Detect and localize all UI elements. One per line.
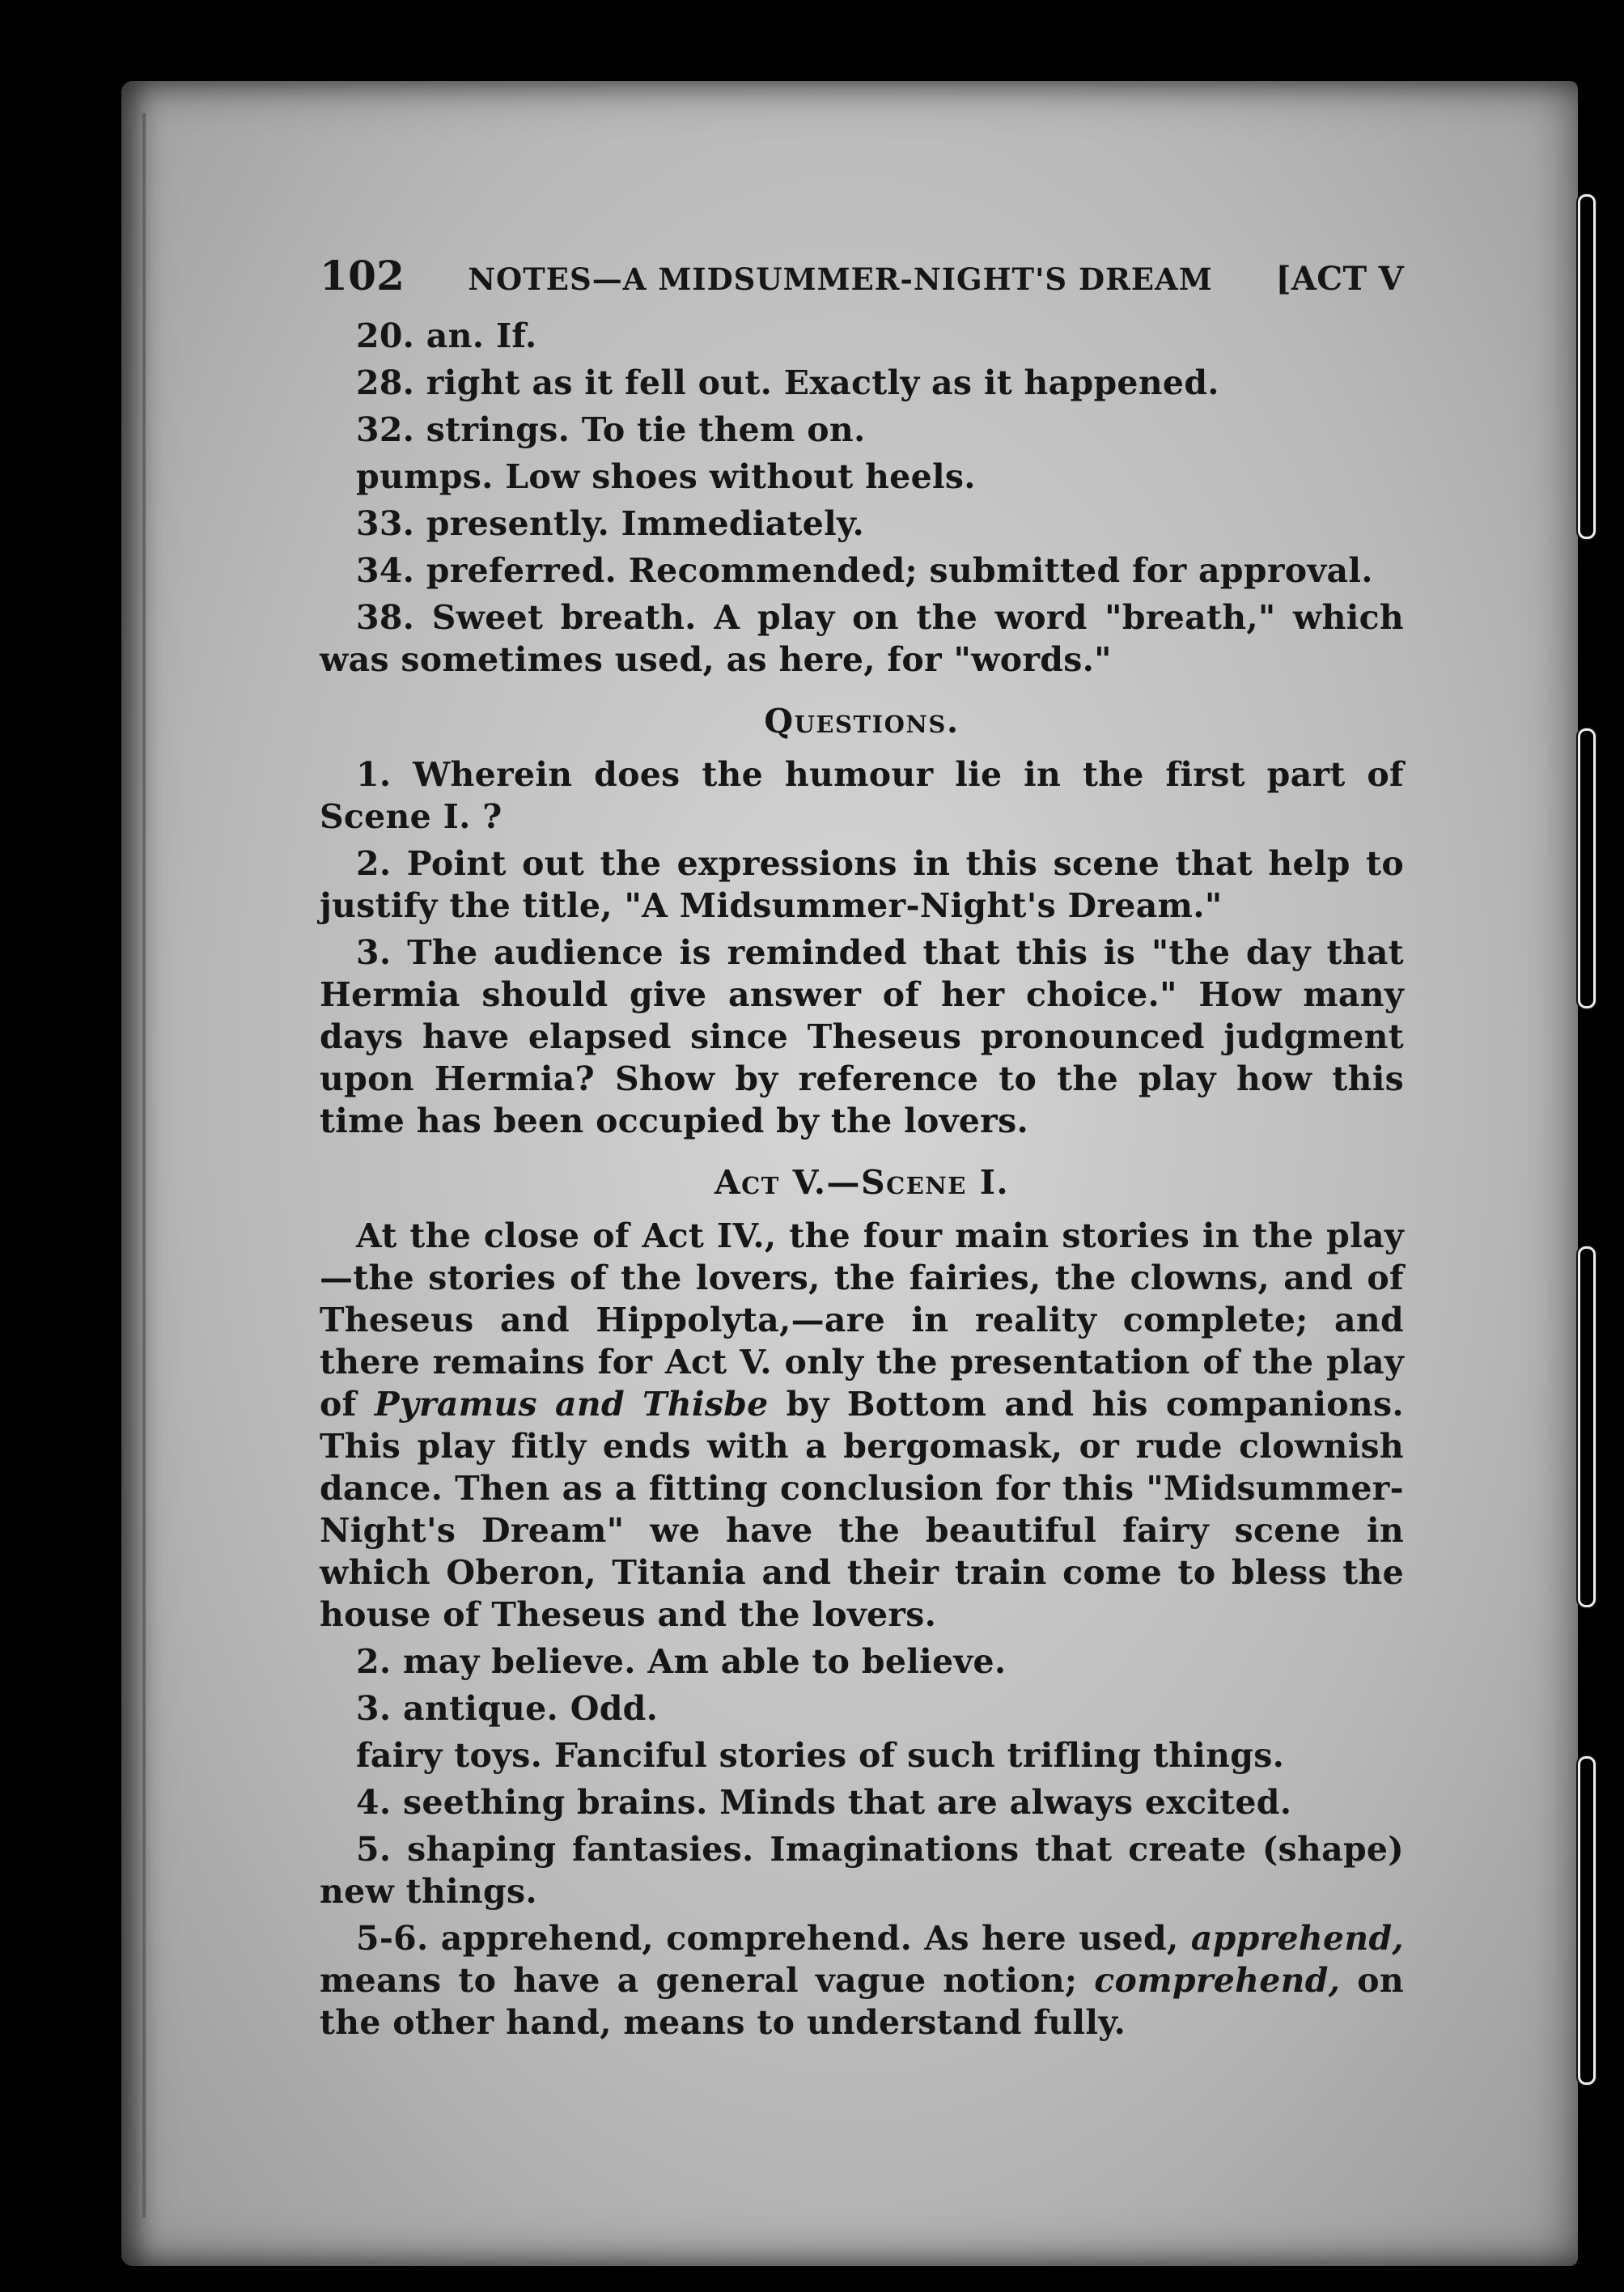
note: 2. may believe. Am able to believe. <box>356 1642 1007 1681</box>
page-number: 102 <box>320 252 405 299</box>
act-label: [ACT V <box>1275 260 1404 298</box>
note: 33. presently. Immediately. <box>356 504 865 543</box>
note: 32. strings. To tie them on. <box>356 410 866 449</box>
act-scene-heading: Act V.—Scene I. <box>714 1163 1010 1202</box>
act-intro-paragraph: At the close of Act IV., the four main stories in the play—the stories of the lovers, the fairies, the clowns, and of Theseus and Hippolyta,—are in reality complete; and there remains for Act V. only the presentation of the play of Pyramus and Thisbe by Bottom and his companions. This play fitly ends with a bergomask, or rude clownish dance. Then as a fitting conclusion for this "Midsummer-Night's Dream" we have the beautiful fairy scene in which Oberon, Titania and their train come to bless the house of Theseus and the lovers. <box>320 1216 1404 1634</box>
question-item: 1. Wherein does the humour lie in the first part of Scene I. ? <box>320 755 1404 836</box>
binding-mark <box>1578 194 1596 539</box>
question-item: 3. The audience is reminded that this is "the day that Hermia should give answer of her choice." How many days have elapsed since Theseus pronounced judgment upon Hermia? Show by reference to the play how this time has been occupied by the lovers. <box>320 933 1404 1140</box>
note: fairy toys. Fanciful stories of such trifling things. <box>356 1736 1285 1775</box>
note: 34. preferred. Recommended; submitted for approval. <box>356 551 1373 590</box>
question-item: 2. Point out the expressions in this scene that help to justify the title, "A Midsummer-Night's Dream." <box>320 844 1404 925</box>
note: pumps. Low shoes without heels. <box>356 457 976 496</box>
note: 5-6. apprehend, comprehend. As here used, apprehend, means to have a general vague notion; comprehend, on the other hand, means to understand fully. <box>320 1919 1404 2042</box>
note: 38. Sweet breath. A play on the word "breath," which was sometimes used, as here, for "words." <box>320 598 1404 679</box>
binding-mark <box>1578 728 1596 1008</box>
running-title: NOTES—A MIDSUMMER-NIGHT'S DREAM <box>468 261 1213 297</box>
note: 4. seething brains. Minds that are always excited. <box>356 1783 1292 1822</box>
page-edge <box>142 113 146 2218</box>
binding-mark <box>1578 1756 1596 2085</box>
binding-mark <box>1578 1246 1596 1607</box>
note: 28. right as it fell out. Exactly as it happened. <box>356 363 1219 402</box>
note: 20. an. If. <box>356 316 537 355</box>
questions-heading: Questions. <box>764 702 960 741</box>
note: 3. antique. Odd. <box>356 1689 659 1728</box>
page-header <box>320 252 1404 300</box>
page-text <box>320 252 1405 2048</box>
note: 5. shaping fantasies. Imaginations that create (shape) new things. <box>320 1830 1405 1911</box>
